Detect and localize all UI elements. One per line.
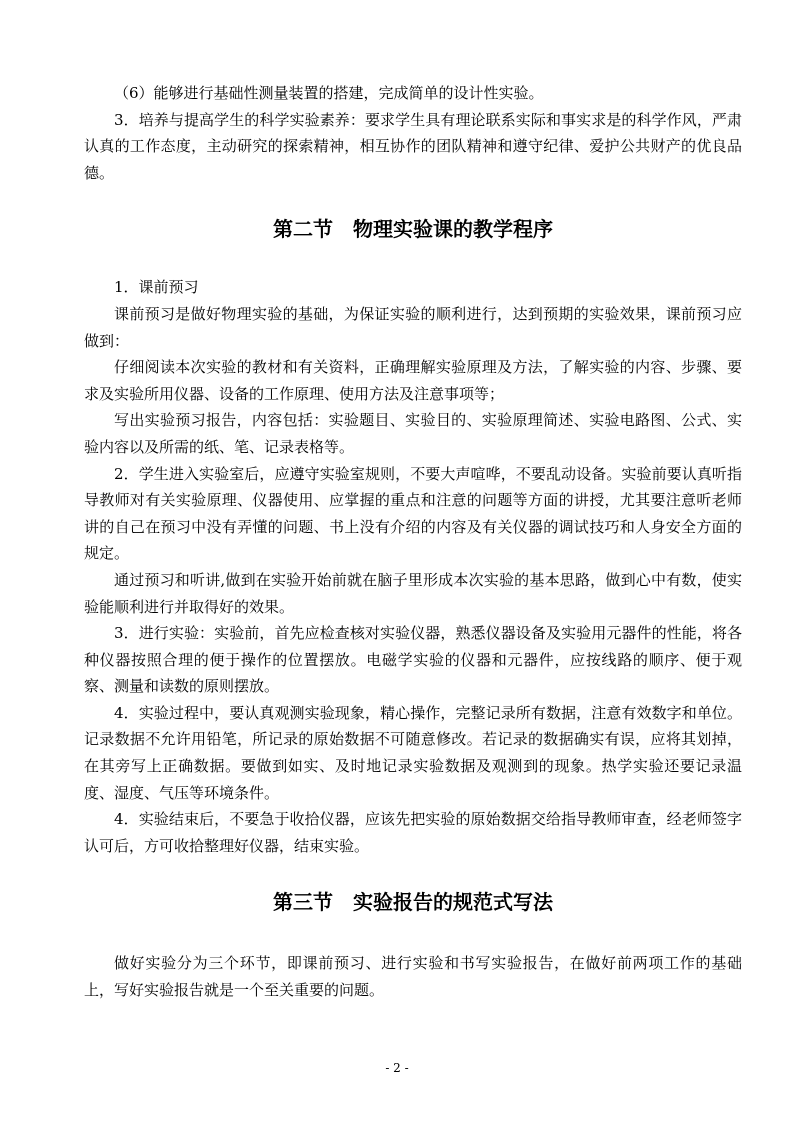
page-body [84,80,742,1004]
paragraph: （6）能够进行基础性测量装置的搭建，完成简单的设计性实验。 [114,84,544,102]
section-heading: 第三节 实验报告的规范式写法 [273,890,553,915]
paragraph: 仔细阅读本次实验的教材和有关资料，正确理解实验原理及方法，了解实验的内容、步骤、要求及实验所用仪器、设备的工作原理、使用方法及注意事项等； [84,358,742,403]
paragraph: 通过预习和听讲,做到在实验开始前就在脑子里形成本次实验的基本思路，做到心中有数，使实验能顺利进行并取得好的效果。 [84,570,742,616]
paragraph: 2．学生进入实验室后，应遵守实验室规则，不要大声喧哗，不要乱动设备。实验前要认真听指导教师对有关实验原理、仪器使用、应掌握的重点和注意的问题等方面的讲授，尤其要注意听老师讲的自己在预习中没有弄懂的问题、书上没有介绍的内容及有关仪器的调试技巧和人身安全方面的规定。 [84,464,742,563]
paragraph: 3．进行实验：实验前，首先应检查核对实验仪器，熟悉仪器设备及实验用元器件的性能，将各种仪器按照合理的便于操作的位置摆放。电磁学实验的仪器和元器件，应按线路的顺序、便于观察、测量和读数的原则摆放。 [84,624,742,696]
section-heading: 第二节 物理实验课的教学程序 [273,217,553,242]
paragraph: 1．课前预习 [114,278,199,297]
paragraph: 4．实验结束后，不要急于收拾仪器，应该先把实验的原始数据交给指导教师审查，经老师签字认可后，方可收拾整理好仪器，结束实验。 [84,810,742,855]
paragraph: 课前预习是做好物理实验的基础，为保证实验的顺利进行，达到预期的实验效果，课前预习应做到： [84,304,742,350]
paragraph: 3．培养与提高学生的科学实验素养：要求学生具有理论联系实际和事实求是的科学作风，严肃认真的工作态度，主动研究的探索精神，相互协作的团队精神和遵守纪律、爱护公共财产的优良品德。 [84,110,742,182]
paragraph: 4．实验过程中，要认真观测实验现象，精心操作，完整记录所有数据，注意有效数字和单位。记录数据不允许用铅笔，所记录的原始数据不可随意修改。若记录的数据确实有误，应将其划掉，在其旁写上正确数据。要做到如实、及时地记录实验数据及观测到的现象。热学实验还要记录温度、湿度、气压等环境条件。 [84,703,742,802]
page-number: - 2 - [385,1061,409,1075]
paragraph: 做好实验分为三个环节，即课前预习、进行实验和书写实验报告，在做好前两项工作的基础上，写好实验报告就是一个至关重要的问题。 [84,954,742,1000]
paragraph: 写出实验预习报告，内容包括：实验题目、实验目的、实验原理简述、实验电路图、公式、实验内容以及所需的纸、笔、记录表格等。 [84,411,742,456]
